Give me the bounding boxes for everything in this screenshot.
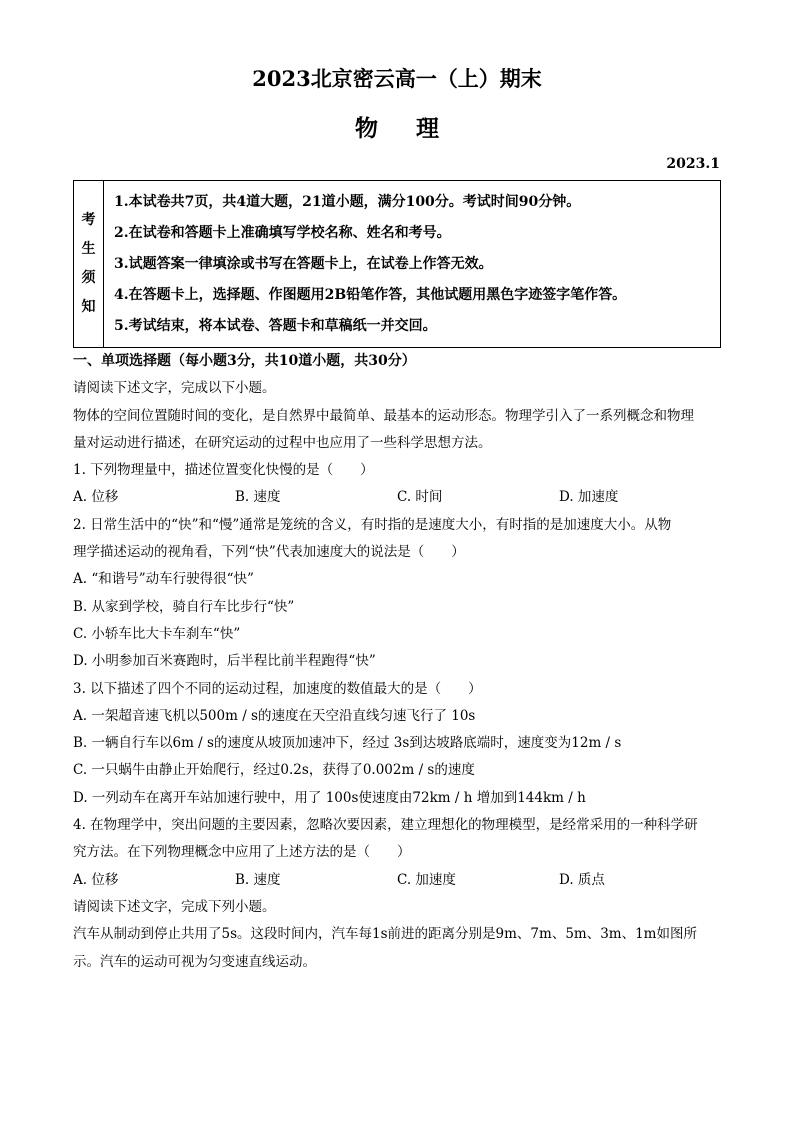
notice-item: 3.试题答案一律填涂或书写在答题卡上，在试卷上作答无效。: [114, 256, 493, 272]
option-a: A. 位移: [73, 871, 119, 888]
notice-item: 5.考试结束，将本试卷、答题卡和草稿纸一并交回。: [114, 318, 437, 334]
section-single-choice: [73, 348, 723, 976]
option-c: C. 小轿车比大卡车刹车“快”: [73, 625, 241, 642]
passage-line: 量对运动进行描述，在研究运动的过程中也应用了一些科学思想方法。: [73, 434, 492, 451]
passage-line: 物体的空间位置随时间的变化，是自然界中最简单、最基本的运动形态。物理学引入了一系列概念和物理: [73, 407, 694, 424]
option-d: D. 小明参加百米赛跑时，后半程比前半程跑得“快”: [73, 653, 376, 670]
section-heading: 一、单项选择题（每小题3分，共10道小题，共30分）: [73, 353, 416, 369]
notice-box: [73, 180, 721, 348]
option-c: C. 加速度: [397, 871, 456, 888]
option-a: A. 一架超音速飞机以500m / s的速度在天空沿直线匀速飞行了 10s: [73, 707, 476, 724]
passage-line: 示。汽车的运动可视为匀变速直线运动。: [73, 953, 316, 970]
exam-date: 2023.1: [666, 156, 720, 172]
notice-label-char: 知: [81, 299, 96, 315]
option-a: A. “和谐号”动车行驶得很“快”: [73, 571, 254, 588]
option-d: D. 一列动车在离开车站加速行驶中，用了 100s使速度由72km / h 增加到144km / h: [73, 789, 586, 806]
notice-item: 2.在试卷和答题卡上准确填写学校名称、姓名和考号。: [114, 225, 451, 241]
notice-label: [74, 181, 104, 347]
exam-title: 2023北京密云高一（上）期末: [252, 66, 542, 91]
question-4-options: [73, 867, 723, 894]
option-c: C. 一只蜗牛由静止开始爬行，经过0.2s，获得了0.002m / s的速度: [73, 762, 475, 779]
option-c: C. 时间: [397, 489, 443, 506]
question-4-stem: 究方法。在下列物理概念中应用了上述方法的是（ ）: [73, 844, 411, 861]
option-b: B. 一辆自行车以6m / s的速度从坡顶加速冲下，经过 3s到达坡路底端时，速度变为12m / s: [73, 735, 622, 752]
question-4-stem: 4. 在物理学中，突出问题的主要因素，忽略次要因素，建立理想化的物理模型，是经常采用的一种科学研: [73, 817, 698, 834]
question-3-stem: 3. 以下描述了四个不同的运动过程，加速度的数值最大的是（ ）: [73, 680, 482, 697]
question-2-stem: 理学描述运动的视角看，下列“快”代表加速度大的说法是（ ）: [73, 544, 465, 561]
question-2-stem: 2. 日常生活中的“快”和“慢”通常是笼统的含义，有时指的是速度大小，有时指的是加速度大小。从物: [73, 516, 672, 533]
question-1-stem: 1. 下列物理量中，描述位置变化快慢的是（ ）: [73, 462, 374, 479]
notice-items: [114, 187, 714, 342]
notice-label-char: 须: [81, 270, 96, 286]
question-1-options: [73, 484, 723, 511]
option-b: B. 从家到学校，骑自行车比步行“快”: [73, 598, 295, 615]
option-d: D. 加速度: [559, 489, 619, 506]
notice-label-char: 生: [81, 241, 96, 257]
reading-intro: 请阅读下述文字，完成下列小题。: [73, 898, 276, 915]
notice-item: 4.在答题卡上，选择题、作图题用2B铅笔作答，其他试题用黑色字迹签字笔作答。: [114, 287, 627, 303]
exam-subject: 物理: [355, 115, 477, 142]
notice-label-char: 考: [81, 212, 96, 228]
option-b: B. 速度: [235, 871, 281, 888]
notice-item: 1.本试卷共7页，共4道大题，21道小题，满分100分。考试时间90分钟。: [114, 194, 581, 210]
option-d: D. 质点: [559, 871, 605, 888]
option-b: B. 速度: [235, 489, 281, 506]
option-a: A. 位移: [73, 489, 119, 506]
reading-intro: 请阅读下述文字，完成以下小题。: [73, 380, 276, 397]
passage-line: 汽车从制动到停止共用了5s。这段时间内，汽车每1s前进的距离分别是9m、7m、5m、3m、1m如图所: [73, 926, 697, 943]
